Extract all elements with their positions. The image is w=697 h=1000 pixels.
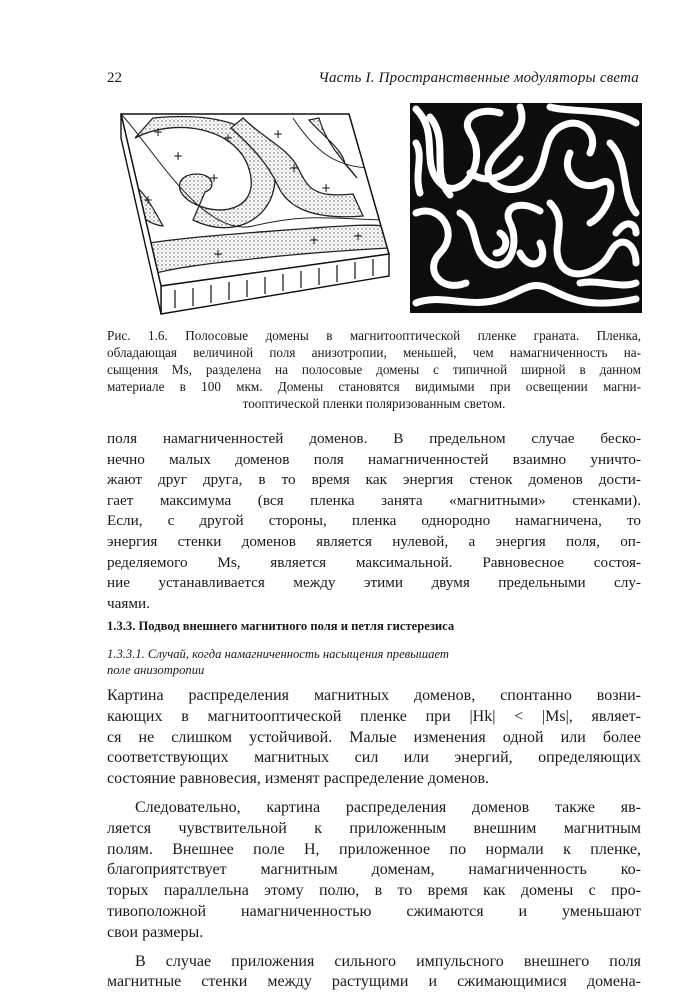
- text-line: ляется чувствительной к приложенным внешним магнитным: [107, 819, 641, 837]
- svg-text:+: +: [213, 247, 224, 261]
- svg-text:+: +: [353, 229, 364, 243]
- text-line: ределяемого Ms, является максимальной. Равновесное состоя-: [107, 553, 641, 571]
- subsection-heading-line: поле анизотропии: [107, 663, 205, 677]
- text-line: нечно малых доменов поля намагниченностей взаимно уничто-: [107, 450, 641, 468]
- page-number: 22: [107, 70, 122, 86]
- domain-photo-figure: [410, 103, 642, 313]
- text-line: энергия стенки доменов является нулевой, а энергия поля, оп-: [107, 532, 641, 550]
- running-head: Часть I. Пространственные модуляторы света: [318, 70, 639, 86]
- caption-line: Рис. 1.6. Полосовые домены в магнитооптической пленке граната. Пленка,: [107, 328, 641, 343]
- text-line: тивоположной намагниченностью сжимаются и уменьшают: [107, 902, 641, 920]
- text-line: Если, с другой стороны, пленка однородно намагничена, то: [107, 512, 641, 530]
- text-line: состояние равновесия, изменят распределение доменов.: [107, 770, 490, 788]
- svg-text:+: +: [173, 149, 184, 163]
- film-schematic-figure: [113, 108, 396, 320]
- svg-text:+: +: [209, 171, 220, 185]
- caption-line: обладающая величиной поля анизотропии, меньшей, чем намагниченность на-: [107, 345, 641, 360]
- svg-text:+: +: [309, 233, 320, 247]
- text-line: кающих в магнитооптической пленке при |Hk| < |Ms|, являет-: [107, 707, 641, 725]
- text-line: магнитные стенки между растущими и сжимающимися домена-: [107, 973, 641, 991]
- text-line: соответствующих магнитных сил или энергий, определяющих: [107, 749, 641, 767]
- svg-text:+: +: [273, 127, 284, 141]
- svg-text:+: +: [223, 131, 234, 145]
- text-line: свои размеры.: [107, 923, 204, 941]
- text-line: поля намагниченностей доменов. В предельном случае беско-: [107, 430, 641, 447]
- caption-line: тооптической пленки поляризованным светом.: [242, 396, 506, 411]
- paragraph: [107, 429, 641, 614]
- svg-text:+: +: [143, 193, 154, 207]
- text-line: В случае приложения сильного импульсного внешнего поля: [135, 952, 641, 970]
- subsection-heading-line: 1.3.3.1. Случай, когда намагниченность насыщения превышает: [107, 647, 449, 661]
- svg-text:+: +: [153, 125, 164, 139]
- text-line: гает максимума (вся пленка занята «магнитными» стенками).: [107, 491, 641, 509]
- text-line: жают друг друга, в то время как энергия стенок доменов дости-: [107, 471, 641, 489]
- paragraph-group: [107, 686, 641, 993]
- section-heading: 1.3.3. Подвод внешнего магнитного поля и петля гистерезиса: [107, 619, 455, 633]
- figure-caption: [107, 327, 641, 412]
- svg-text:+: +: [289, 161, 300, 175]
- text-line: торых параллельна этому полю, в то время как домены с про-: [107, 882, 641, 900]
- text-line: ся не слишком устойчивой. Малые изменения одной или более: [107, 728, 641, 746]
- text-line: Следовательно, картина распределения доменов также яв-: [135, 798, 641, 816]
- text-line: полям. Внешнее поле H, приложенное по нормали к пленке,: [107, 840, 641, 858]
- svg-text:+: +: [321, 181, 332, 195]
- caption-line: материале в 100 мкм. Домены становятся видимыми при освещении магни-: [107, 379, 641, 394]
- subsection-heading: [107, 646, 449, 678]
- page-header: [107, 70, 639, 94]
- text-line: ние устанавливается между этими двумя предельными слу-: [107, 574, 641, 592]
- text-line: чаями.: [107, 594, 150, 612]
- caption-line: сыщения Ms, разделена на полосовые домены с типичной ширной в данном: [107, 362, 641, 377]
- text-line: благоприятствует магнитным доменам, намагниченность ко-: [107, 861, 641, 879]
- text-line: Картина распределения магнитных доменов, спонтанно возни-: [107, 687, 641, 704]
